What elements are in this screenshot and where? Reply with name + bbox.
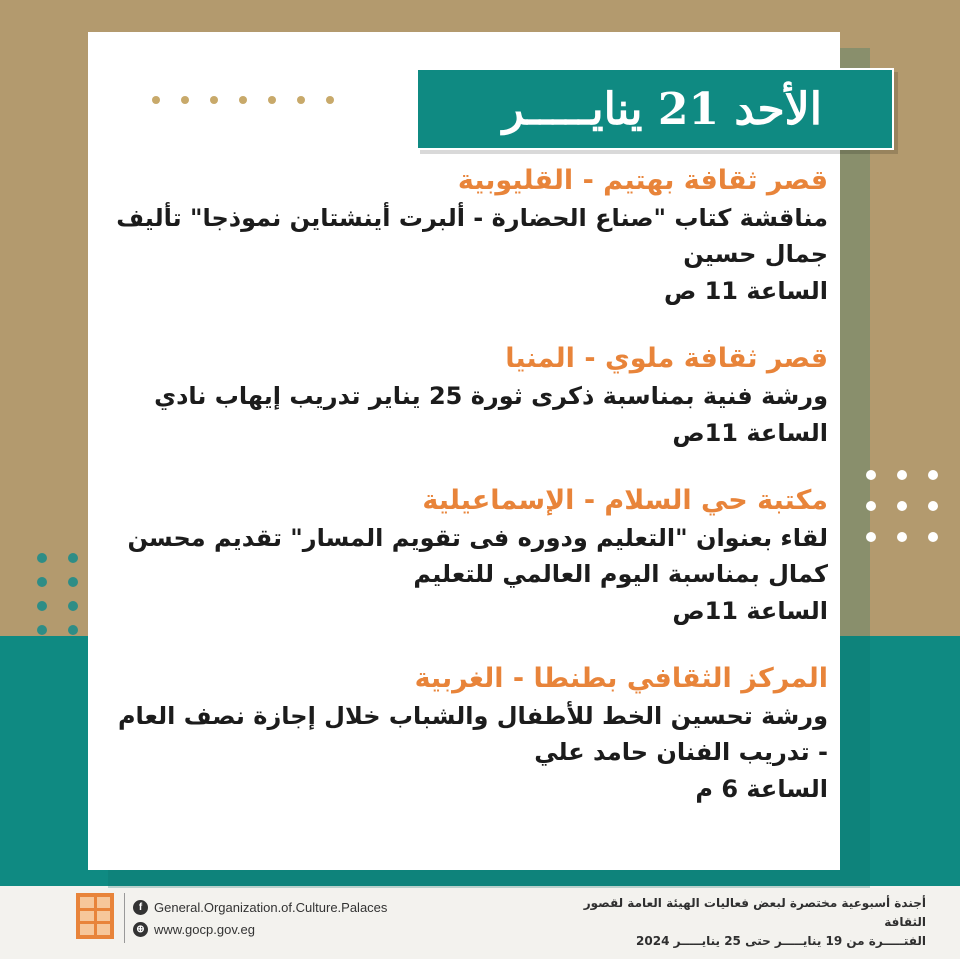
event-time: الساعة 11ص: [672, 419, 828, 447]
facebook-handle: General.Organization.of.Culture.Palaces: [154, 899, 388, 915]
event-venue: قصر ثقافة بهتيم - القليوبية: [457, 165, 828, 196]
event-description: ورشة فنية بمناسبة ذكرى ثورة 25 يناير تدريب إيهاب نادي: [154, 382, 828, 410]
facebook-link[interactable]: [133, 896, 387, 918]
contact-info: [133, 896, 387, 940]
event-description: مناقشة كتاب "صناع الحضارة - ألبرت أينشتاين نموذجا" تأليف جمال حسين: [116, 204, 828, 268]
event-item: [100, 340, 828, 452]
globe-icon: ⊕: [133, 922, 148, 937]
event-item: [100, 660, 828, 808]
date-banner: [416, 68, 894, 150]
footer-divider: [124, 893, 125, 943]
top-dots-decoration: [152, 96, 334, 104]
event-venue: المركز الثقافي بطنطا - الغربية: [414, 663, 828, 694]
agenda-period: الفتـــــرة من 19 ينايـــــر حتى 25 ينايـــــر 2024: [636, 934, 926, 948]
event-item: [100, 482, 828, 630]
event-item: [100, 162, 828, 310]
event-venue: مكتبة حي السلام - الإسماعيلية: [422, 485, 828, 516]
event-time: الساعة 11ص: [672, 597, 828, 625]
event-venue: قصر ثقافة ملوي - المنيا: [505, 343, 828, 374]
right-dots-decoration: [866, 470, 938, 542]
website-link[interactable]: [133, 918, 387, 940]
left-dots-decoration: [37, 553, 78, 635]
event-time: الساعة 11 ص: [663, 277, 828, 305]
gocp-logo: [76, 893, 114, 939]
events-list: [100, 162, 828, 838]
event-description: لقاء بعنوان "التعليم ودوره فى تقويم المسار" تقديم محسن كمال بمناسبة اليوم العالمي للتعليم: [127, 524, 828, 588]
event-description: ورشة تحسين الخط للأطفال والشباب خلال إجازة نصف العام - تدريب الفنان حامد علي: [117, 702, 828, 766]
agenda-title: أجندة أسبوعية مختصرة لبعض فعاليات الهيئة العامة لقصور الثقافة: [583, 896, 926, 929]
event-time: الساعة 6 م: [695, 775, 828, 803]
date-title: الأحد 21 ينايـــــر: [502, 83, 822, 135]
facebook-icon: f: [133, 900, 148, 915]
website-url: www.gocp.gov.eg: [154, 921, 255, 937]
agenda-info: [566, 894, 926, 951]
